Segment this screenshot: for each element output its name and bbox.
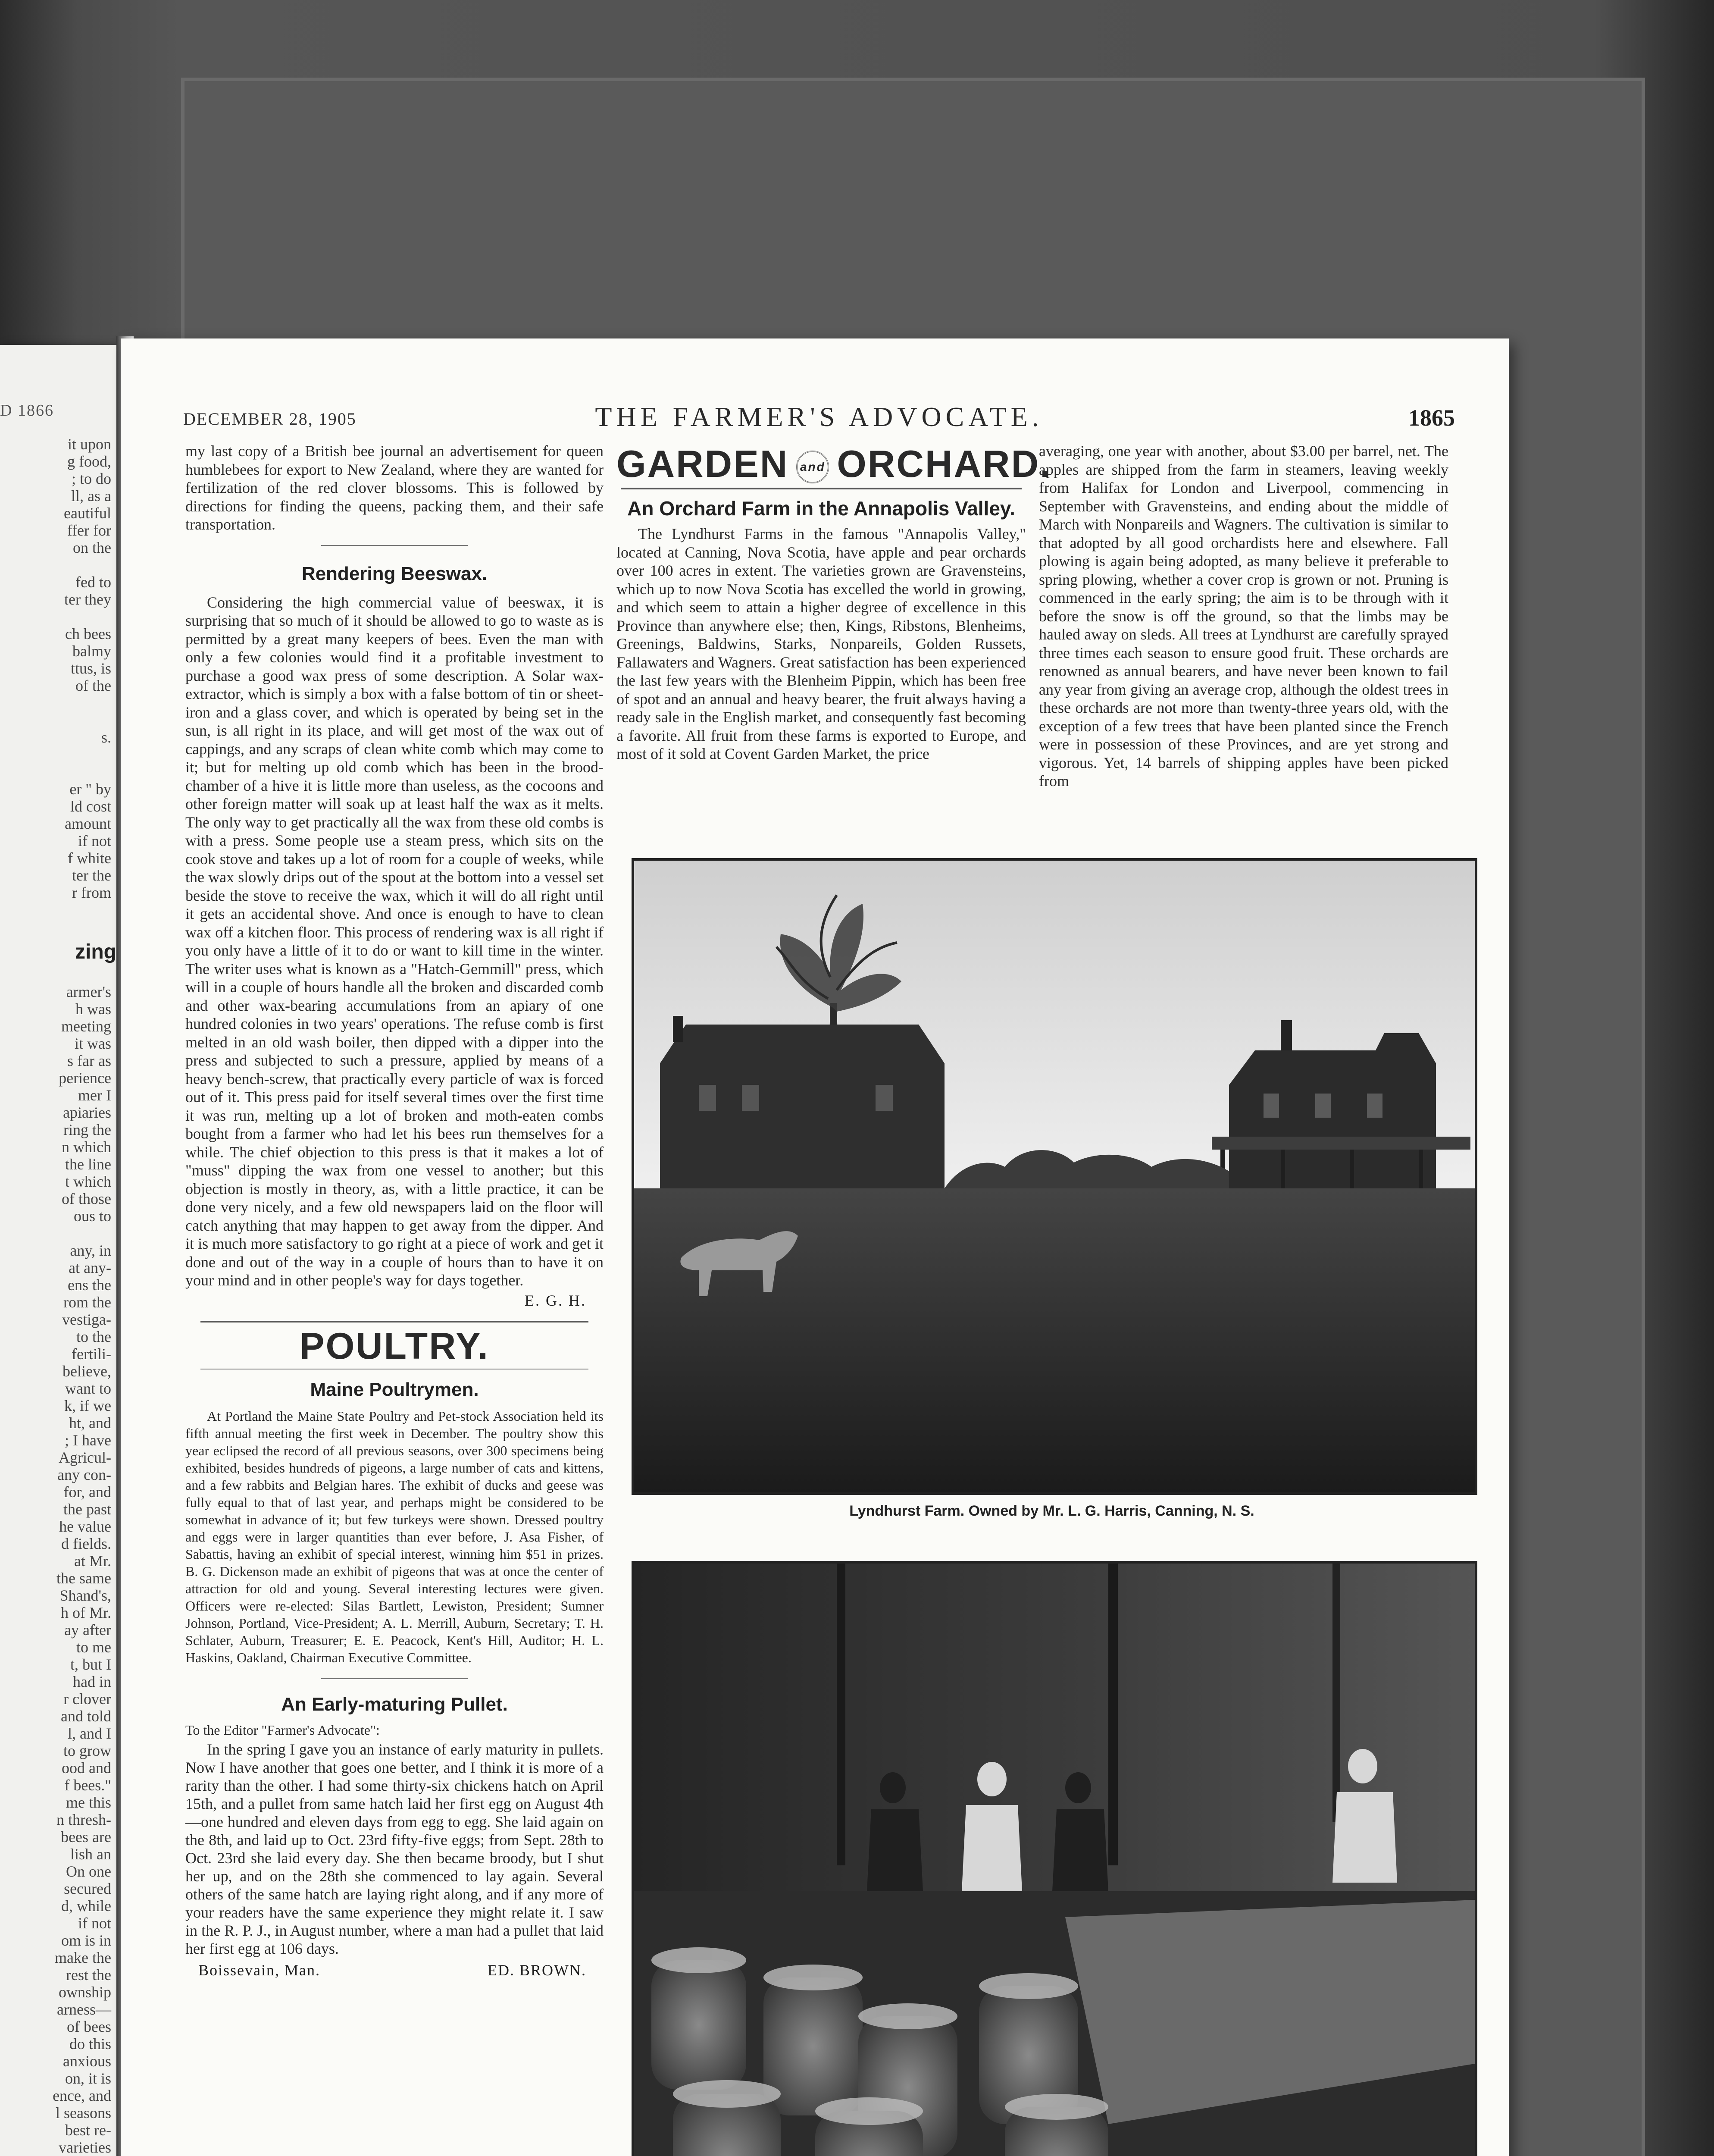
department-word-garden: GARDEN [616,442,789,485]
department-word-orchard: ORCHARD. [837,442,1052,485]
lyndhurst-farm-photo [632,858,1477,1495]
early-pullet-body: In the spring I gave you an instance of early maturity in pullets. Now I have another that goes one better, and I think it is more of a rarity than the other. I had some thirty-six chickens hatch on April 15th, and a pullet from same hatch laid her first egg on August 4th—one hundred and eleven days from egg to egg. She laid again on the 8th, and laid up to Oct. 23rd fifty-five eggs; from Sept. 28th to Oct. 23rd she laid every day. She then became broody, but I shut her up, and on the 28th she commenced to lay again. Several others of the same hatch are laying right along, and if any more of your readers have the same experience they might relate it. I saw in the R. P. J., in August number, where a man had a pullet that laid her first egg at 106 days. [185,1740,604,1957]
apple-packing-image [634,1564,1475,2156]
department-rule [621,488,1022,489]
farm-scene-image [634,861,1475,1492]
page-number: 1865 [1408,405,1455,431]
early-pullet-title: An Early-maturing Pullet. [281,1693,508,1715]
previous-page-text-bottom: armer's h was meeting it was s far as perience mer I apiaries ring the n which the line t which of those ous to any, in at any- ens the rom the vestiga- to the fertili- believe, want to k, if we ht, and ; I have Agricul- any con- for, and the past he value d fields. at Mr. the same Shand's, h of Mr. ay after to me t, but I had in r clover and told l, and I to grow ood and f bees." me this n thresh- bees are lish an On one secured d, while if not om is in make the rest the ownship arness— of bees do this anxious on, it is ence, and l seasons best re- varieties [53,983,111,2156]
beeswax-title: Rendering Beeswax. [301,563,488,584]
previous-page-heading: zing [75,940,116,963]
beeswax-body: Considering the high commercial value of beeswax, it is surprising that so much of it should be allowed to go to waste as is permitted by a great many keepers of bees. Even the man with only a few colonies would find it a profitable investment to purchase a good wax press of some description. A Solar wax-extractor, which is simply a box with a false bottom of tin or sheet-iron and a glass cover, and which is operated by being set in the sun, is all right in its place, and will get most of the wax out of cappings, and any scraps of clean white comb which may come to it; but for melting up old comb which has been in the brood-chamber of a hive it is little more than useless, as the cocoons and other foreign matter will soak up at least half the wax as it melts. The only way to get practically all the wax from these old combs is with a press. Some people use a steam press, which sits on the cook stove and takes up a lot of room for a couple of weeks, while the wax slowly drips out of the spout at the bottom into a vessel set beside the stove to receive the wax, which it will do all right until it gets an accidental shove. And once is enough to have to clean wax off a kitchen floor. This process of rendering wax is all right if you only have a little of it to do or want to kill time in the winter. The writer uses what is known as a "Hatch-Gemmill" press, which will in a couple of hours handle all the broken and discarded comb and other wax-bearing accumulations from an apiary of one hundred colonies in two years' operations. The refuse comb is first melted in an old wash boiler, then dipped with a dipper into the press and subjected to such a pressure, applied by means of a heavy bench-screw, that practically every particle of wax is forced out of it. This press paid for itself several times over the first time it was run, melting up a lot of broken and moth-eaten combs bought from a farmer who had let his bees run themselves for a while. The chief objection to this press is that it makes a lot of "muss" dipping the wax from one vessel to another; but this objection is mostly in theory, as, with a little practice, it can be done very nicely, and a few old newspapers laid on the floor will catch anything that may happen to get away from the dipper. And it is much more satisfactory to go right at a piece of work and get it done and out of the way in a couple of hours than to have it on your mind and in other people's way for days together. [185,593,604,1289]
early-pullet-salutation: To the Editor "Farmer's Advocate": [185,1722,380,1738]
maine-poultrymen-body: At Portland the Maine State Poultry and Pet-stock Association held its fifth annual meeting the first week in December. The poultry show this year eclipsed the record of all previous seasons, over 300 specimens being exhibited, besides hundreds of pigeons, a large number of cats and kittens, and a few rabbits and Belgian hares. The exhibit of ducks and geese was fully equal to that of last year, and perhaps might be considered to be somewhat in advance of it; but few turkeys were shown. Dressed poultry and eggs were in larger quantities than ever before, J. Asa Fisher, of Sabattis, having an exhibit of special interest, winning him $51 in prizes. B. G. Dickenson made an exhibit of pigeons that was at once the center of attraction for old and young. Several interesting lectures were given. Officers were re-elected: Silas Bartlett, Lewiston, President; Sumner Johnson, Portland, Vice-President; A. L. Merrill, Auburn, Secretary; T. H. Schlater, Auburn, Treasurer; E. E. Peacock, Kent's Hill, Auditor; H. L. Haskins, Oakland, Chairman Executive Committee. [185,1408,604,1665]
early-pullet-signature: ED. BROWN. [488,1961,586,1979]
previous-page-text-top: it upon g food, ; to do ll, as a eautiful ffer for on the fed to ter they ch bees balmy ttus, is of the s. er " by ld cost amount if not f white ter the r from [64,436,111,901]
farm-photo-caption: Lyndhurst Farm. Owned by Mr. L. G. Harris, Canning, N. S. [849,1503,1254,1519]
newspaper-page [121,338,1509,2156]
garden-orchard-department-head [616,442,1052,486]
orchard-farm-title: An Orchard Farm in the Annapolis Valley. [627,497,1015,520]
previous-page-header: D 1866 [0,401,54,420]
column-middle [616,442,1052,763]
department-and-emblem: and [796,451,829,483]
early-pullet-place: Boissevain, Man. [198,1961,320,1979]
maine-poultrymen-title: Maine Poultrymen. [310,1379,479,1400]
section-divider [321,1678,468,1679]
apple-packing-photo [632,1561,1477,2156]
poultry-department-head: POULTRY. [300,1325,489,1367]
section-divider [321,545,468,546]
publication-title: THE FARMER'S ADVOCATE. [595,401,1043,432]
orchard-farm-body: The Lyndhurst Farms in the famous "Annapolis Valley," located at Canning, Nova Scotia, have apple and pear orchards over 100 acres in extent. The varieties grown are Gravensteins, which up to now Nova Scotia has excelled the world in growing, and which seem to attain a higher degree of excellence in this Province than anywhere else; then, Kings, Ribstons, Blenheims, Greenings, Baldwins, Starks, Nonpareils, Golden Russets, Fallawaters and Wagners. Great satisfaction has been experienced the last few years with the Blenheim Pippin, which has been free of spot and an annual and heavy bearer, the fruit always having a ready sale in the English market, and consequently fast becoming a favorite. All fruit from these farms is exported to Europe, and most of it sold at Covent Garden Market, the price [616,525,1026,762]
department-rule-top [200,1321,588,1322]
bee-journal-intro: my last copy of a British bee journal an advertisement for queen humblebees for export to New Zealand, where they are wanted for fertilization of the red clover blossoms. This is followed by directions for finding the queens, packing them, and their safe transportation. [185,442,604,533]
orchard-farm-continued: averaging, one year with another, about $3.00 per barrel, net. The apples are shipped from the farm in steamers, leaving weekly from Halifax for London and Liverpool, commencing in September with Gravensteins, and ending about the middle of March with Nonpareils and Wagners. The cultivation is similar to that adopted by all good orchardists here and elsewhere. Fall plowing is again being adopted, as many believe it preferable to spring plowing, whether a cover crop is grown or not. Pruning is commenced in the early spring; the aim is to be through with it before the snow is off the ground, so that the limbs may be hauled away on sleds. All trees at Lyndhurst are carefully sprayed three times each season to ensure good fruit. These orchards are renowned as annual bearers, and have never been known to fail any year from giving an average crop, although the oldest trees in these orchards are not more than twenty-three years old, with the exception of a few trees that have been planted since the French were in possession of these Provinces, and are yet strong and vigorous. Yet, 14 barrels of shipping apples have been picked from [1039,442,1448,790]
running-head [183,401,1455,436]
early-pullet-signoff [198,1961,586,1979]
column-right [1039,442,1448,790]
previous-page-edge [0,345,116,2156]
column-left [185,442,604,1979]
beeswax-signature: E. G. H. [525,1291,586,1309]
issue-date: DECEMBER 28, 1905 [183,409,357,429]
